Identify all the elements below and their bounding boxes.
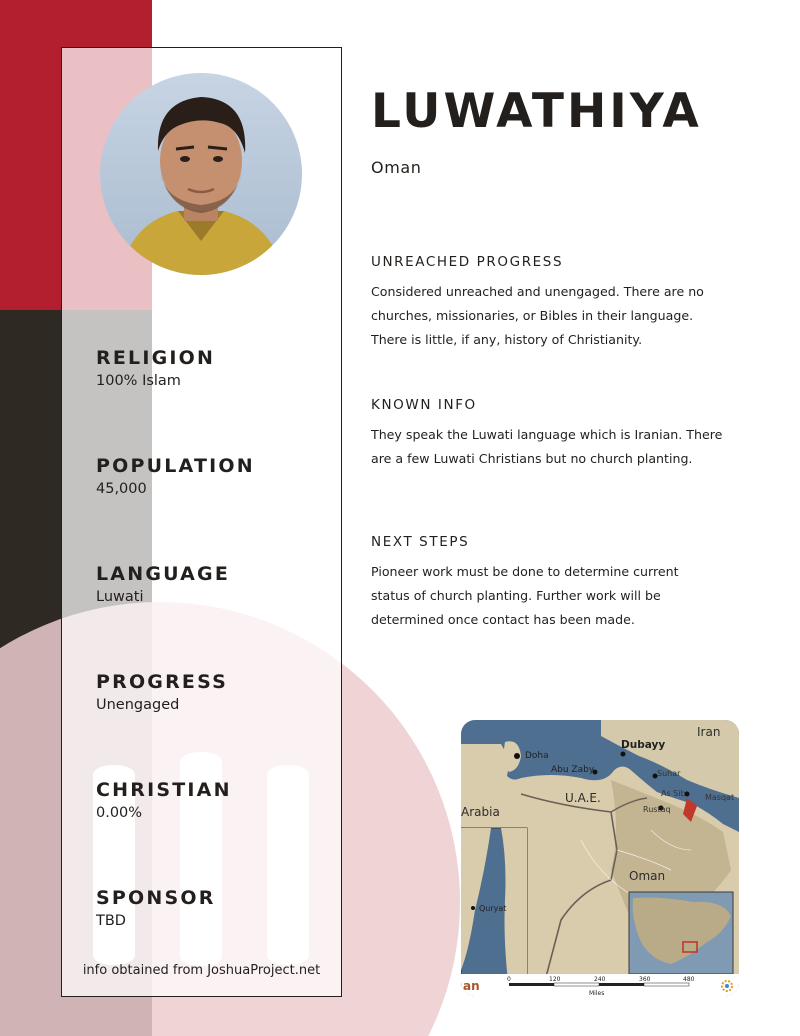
map-label-abu-zaby: Abu Zaby bbox=[551, 765, 595, 775]
stat-value: Luwati bbox=[96, 589, 144, 605]
section-heading: NEXT STEPS bbox=[371, 534, 470, 550]
portrait-photo bbox=[100, 73, 302, 275]
stat-value: TBD bbox=[96, 913, 126, 929]
map-label-arabia: Arabia bbox=[461, 805, 500, 819]
stat-christian bbox=[96, 779, 232, 821]
map-label-rustaq: Rustaq bbox=[643, 805, 671, 814]
map-label-quryat: Quryat bbox=[479, 904, 507, 913]
body-line: determined once contact has been made. bbox=[371, 612, 635, 627]
stat-value: 45,000 bbox=[96, 481, 147, 497]
page-title: LUWATHIYA bbox=[371, 84, 702, 139]
map-label-as-sib: As Sib bbox=[661, 789, 686, 798]
scale-unit: Miles bbox=[589, 990, 605, 996]
map-label-suhar: Suhar bbox=[657, 769, 681, 778]
stat-label: RELIGION bbox=[96, 347, 216, 369]
stat-religion bbox=[96, 347, 215, 389]
stat-value: Unengaged bbox=[96, 697, 180, 713]
body-line: are a few Luwati Christians but no church planting. bbox=[371, 451, 693, 466]
scale-tick: 480 bbox=[683, 976, 695, 983]
stat-label: CHRISTIAN bbox=[96, 779, 232, 801]
stat-label: LANGUAGE bbox=[96, 563, 231, 585]
section-body bbox=[371, 560, 751, 632]
region-map bbox=[461, 720, 739, 996]
city-marker bbox=[621, 752, 626, 757]
map-edge-fragment: an bbox=[463, 979, 480, 993]
stat-label: SPONSOR bbox=[96, 887, 216, 909]
map-label-uae: U.A.E. bbox=[565, 791, 601, 805]
scale-tick: 240 bbox=[594, 976, 606, 983]
stat-value: 0.00% bbox=[96, 805, 143, 821]
stat-progress bbox=[96, 671, 228, 713]
country-subtitle: Oman bbox=[371, 158, 422, 177]
stat-value: 100% Islam bbox=[96, 373, 181, 389]
section-known-info bbox=[371, 397, 751, 471]
stat-sponsor bbox=[96, 887, 216, 929]
section-body bbox=[371, 423, 751, 471]
map-label-dubayy: Dubayy bbox=[621, 739, 666, 751]
stat-label: PROGRESS bbox=[96, 671, 229, 693]
body-line: churches, missionaries, or Bibles in their language. bbox=[371, 308, 694, 323]
map-label-iran: Iran bbox=[697, 725, 721, 739]
section-heading: KNOWN INFO bbox=[371, 397, 477, 413]
body-line: Considered unreached and unengaged. There are no bbox=[371, 284, 704, 299]
section-unreached-progress bbox=[371, 254, 751, 352]
source-note: info obtained from JoshuaProject.net bbox=[82, 963, 321, 978]
map-label-masqat: Masqat bbox=[705, 793, 735, 802]
stat-population bbox=[96, 455, 255, 497]
body-line: Pioneer work must be done to determine current bbox=[371, 564, 679, 579]
section-next-steps bbox=[371, 534, 751, 632]
scale-tick: 360 bbox=[639, 976, 651, 983]
scale-tick: 120 bbox=[549, 976, 561, 983]
map-label-oman: Oman bbox=[629, 869, 666, 883]
body-line: status of church planting. Further work will be bbox=[371, 588, 661, 603]
stat-label: POPULATION bbox=[96, 455, 255, 477]
decorative-pillar bbox=[267, 765, 309, 965]
section-heading: UNREACHED PROGRESS bbox=[371, 254, 564, 270]
section-body bbox=[371, 280, 751, 352]
map-label-doha: Doha bbox=[525, 751, 549, 761]
body-line: They speak the Luwati language which is Iranian. There bbox=[371, 427, 723, 442]
city-marker bbox=[471, 906, 475, 910]
scale-tick: 0 bbox=[507, 976, 511, 983]
stat-language bbox=[96, 563, 230, 605]
city-marker bbox=[514, 753, 520, 759]
body-line: There is little, if any, history of Christianity. bbox=[371, 332, 643, 347]
